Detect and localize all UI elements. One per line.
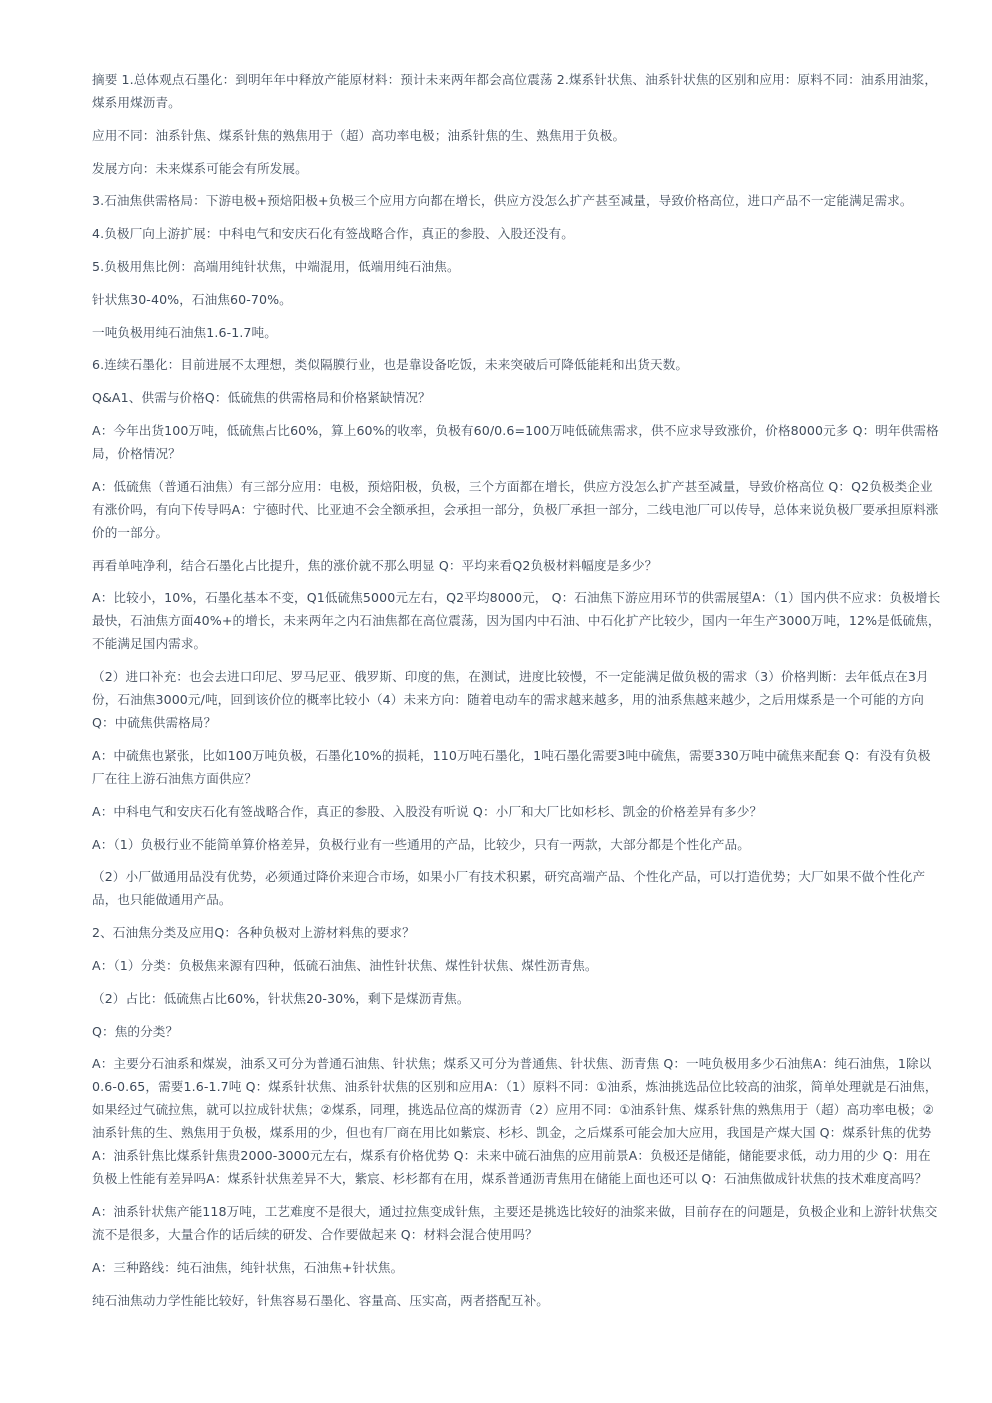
paragraph: A：三种路线：纯石油焦，纯针状焦，石油焦+针状焦。 bbox=[92, 1259, 404, 1275]
paragraph: 纯石油焦动力学性能比较好，针焦容易石墨化、容量高、压实高，两者搭配互补。 bbox=[92, 1292, 549, 1308]
paragraph: 一吨负极用纯石油焦1.6-1.7吨。 bbox=[92, 324, 277, 340]
paragraph: A：中硫焦也紧张，比如100万吨负极，石墨化10%的损耗，110万吨石墨化，1吨石墨化需要3吨中硫焦，需要330万吨中硫焦来配套 Q：有没有负极厂在往上游石油焦方面供应？ bbox=[92, 747, 931, 786]
paragraph: 4.负极厂向上游扩展：中科电气和安庆石化有签战略合作，真正的参股、入股还没有。 bbox=[92, 226, 574, 242]
paragraph: A：油系针状焦产能118万吨，工艺难度不是很大，通过拉焦变成针焦，主要还是挑选比较好的油浆来做，目前存在的问题是，负极企业和上游针状焦交流不是很多，大量合作的话后续的研发、合作要做起来 Q：材料会混合使用吗？ bbox=[92, 1204, 938, 1243]
paragraph: 针状焦30-40%，石油焦60-70%。 bbox=[92, 291, 292, 307]
paragraph: A：比较小，10%，石墨化基本不变，Q1低硫焦5000元左右，Q2平均8000元， Q：石油焦下游应用环节的供需展望A：（1）国内供不应求：负极增长最快，石油焦方面40%+的增长，未来两年之内石油焦都在高位震荡，因为国内中石油、中石化扩产比较少，国内一年生产3000万吨，12%是低硫焦，不能满足国内需求。 bbox=[92, 590, 941, 652]
paragraph: Q：焦的分类？ bbox=[92, 1023, 179, 1039]
paragraph: 摘要 1.总体观点石墨化：到明年年中释放产能原材料：预计未来两年都会高位震荡 2.煤系针状焦、油系针状焦的区别和应用：原料不同：油系用油浆，煤系用煤沥青。 bbox=[92, 72, 938, 110]
paragraph: （2）小厂做通用品没有优势，必须通过降价来迎合市场，如果小厂有技术积累，研究高端产品、个性化产品，可以打造优势；大厂如果不做个性化产品，也只能做通用产品。 bbox=[92, 869, 926, 908]
document-body bbox=[92, 68, 942, 1322]
paragraph: （2）占比：低硫焦占比60%，针状焦20-30%，剩下是煤沥青焦。 bbox=[92, 990, 470, 1006]
paragraph: 发展方向：未来煤系可能会有所发展。 bbox=[92, 160, 308, 176]
paragraph: A：（1）分类：负极焦来源有四种，低硫石油焦、油性针状焦、煤性针状焦、煤性沥青焦。 bbox=[92, 957, 598, 973]
paragraph: 应用不同：油系针焦、煤系针焦的熟焦用于（超）高功率电极；油系针焦的生、熟焦用于负极。 bbox=[92, 127, 626, 143]
paragraph: A：主要分石油系和煤炭，油系又可分为普通石油焦、针状焦；煤系又可分为普通焦、针状焦、沥青焦 Q：一吨负极用多少石油焦A：纯石油焦，1除以0.6-0.65，需要1.6-1.7吨 Q：煤系针状焦、油系针状焦的区别和应用A：（1）原料不同：①油系，炼油挑选品位比较高的油浆，简单处理就是石油焦，如果经过气硫拉焦，就可以拉成针状焦；②煤系，同理，挑选品位高的煤沥青（2）应用不同：①油系针焦、煤系针焦的熟焦用于（超）高功率电极；②油系针焦的生、熟焦用于负极，煤系用的少，但也有厂商在用比如紫宸、杉杉、凯金，之后煤系可能会加大应用，我国是产煤大国 Q：煤系针焦的优势A：油系针焦比煤系针焦贵2000-3000元左右，煤系有价格优势 Q：未来中硫石油焦的应用前景A：负极还是储能，储能要求低，动力用的少 Q：用在负极上性能有差异吗A：煤系针状焦差异不大，紫宸、杉杉都有在用，煤系普通沥青焦用在储能上面也还可以 Q：石油焦做成针状焦的技术难度高吗？ bbox=[92, 1056, 938, 1187]
paragraph: Q&A1、供需与价格Q：低硫焦的供需格局和价格紧缺情况？ bbox=[92, 390, 431, 406]
paragraph: 再看单吨净利，结合石墨化占比提升，焦的涨价就不那么明显 Q：平均来看Q2负极材料幅度是多少？ bbox=[92, 557, 658, 573]
paragraph: A：低硫焦（普通石油焦）有三部分应用：电极，预焙阳极，负极，三个方面都在增长，供应方没怎么扩产甚至减量，导致价格高位 Q：Q2负极类企业有涨价吗，有向下传导吗A：宁德时代、比亚迪不会全额承担，会承担一部分，负极厂承担一部分，二线电池厂可以传导，总体来说负极厂要承担原料涨价的一部分。 bbox=[92, 478, 939, 540]
paragraph: （2）进口补充：也会去进口印尼、罗马尼亚、俄罗斯、印度的焦，在测试，进度比较慢，不一定能满足做负极的需求（3）价格判断：去年低点在3月份，石油焦3000元/吨，回到该价位的概率比较小（4）未来方向：随着电动车的需求越来越多，用的油系焦越来越少，之后用煤系是一个可能的方向 Q：中硫焦供需格局？ bbox=[92, 669, 929, 731]
paragraph: 3.石油焦供需格局：下游电极+预焙阳极+负极三个应用方向都在增长，供应方没怎么扩产甚至减量，导致价格高位，进口产品不一定能满足需求。 bbox=[92, 193, 913, 209]
paragraph: 5.负极用焦比例：高端用纯针状焦，中端混用，低端用纯石油焦。 bbox=[92, 258, 460, 274]
paragraph: A：（1）负极行业不能简单算价格差异，负极行业有一些通用的产品，比较少，只有一两款，大部分都是个性化产品。 bbox=[92, 836, 750, 852]
paragraph: 6.连续石墨化：目前进展不太理想，类似隔膜行业，也是靠设备吃饭，未来突破后可降低能耗和出货天数。 bbox=[92, 357, 689, 373]
paragraph: A：中科电气和安庆石化有签战略合作，真正的参股、入股没有听说 Q：小厂和大厂比如杉杉、凯金的价格差异有多少？ bbox=[92, 803, 763, 819]
paragraph: 2、石油焦分类及应用Q：各种负极对上游材料焦的要求？ bbox=[92, 925, 415, 941]
paragraph: A：今年出货100万吨，低硫焦占比60%，算上60%的收率，负极有60/0.6=100万吨低硫焦需求，供不应求导致涨价，价格8000元多 Q：明年供需格局，价格情况？ bbox=[92, 422, 939, 461]
